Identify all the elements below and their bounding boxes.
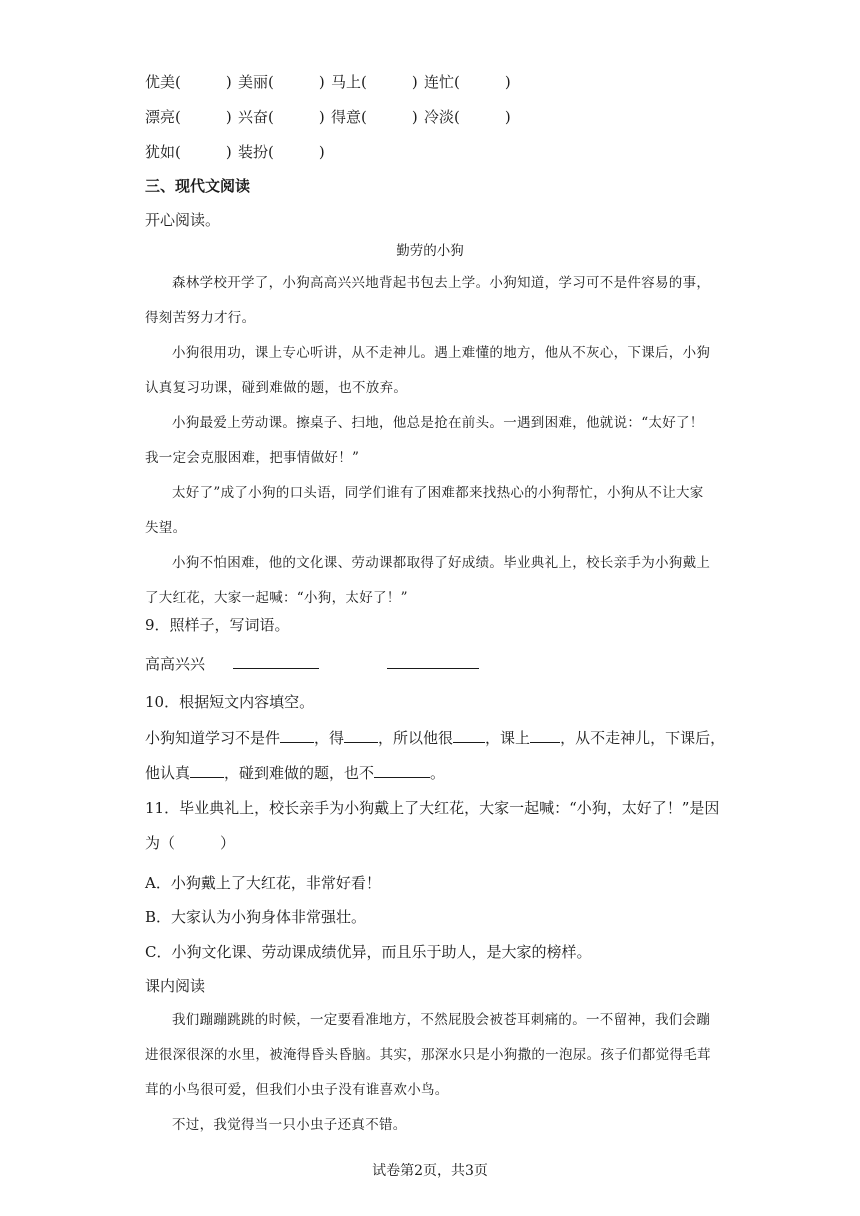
option-b[interactable]: B．大家认为小狗身体非常强壮。 [145, 908, 367, 926]
q10-blank[interactable] [530, 728, 560, 743]
word-item: 美丽( ) [238, 73, 325, 91]
q10-blank[interactable] [190, 763, 224, 778]
q9-blank-2[interactable] [387, 654, 479, 669]
word-item: 得意( ) [331, 108, 418, 126]
question-10: 10．根据短文内容填空。 [145, 693, 315, 711]
word-item: 犹如( ) [145, 143, 232, 161]
q10-blank[interactable] [453, 728, 485, 743]
option-a[interactable]: A．小狗戴上了大红花，非常好看！ [145, 874, 381, 892]
q10-text: ，课上 [485, 729, 531, 747]
word-item: 马上( ) [331, 73, 418, 91]
q10-blank[interactable] [374, 763, 430, 778]
q10-blank[interactable] [344, 728, 378, 743]
word-row-2 [145, 107, 517, 127]
q10-line-1 [145, 728, 725, 748]
word-row-3 [145, 142, 331, 162]
q10-text: 。 [430, 764, 446, 782]
q10-text: 小狗知道学习不是件 [145, 729, 281, 747]
story-paragraph: 森林学校开学了，小狗高高兴兴地背起书包去上学。小狗知道，学习可不是件容易的事，得刻苦努力才行。 [145, 275, 711, 326]
q9-example: 高高兴兴 [145, 655, 206, 673]
story-paragraph: 太好了”成了小狗的口头语，同学们谁有了困难都来找热心的小狗帮忙，小狗从不让大家失望。 [145, 485, 704, 536]
q10-text: 他认真 [145, 764, 191, 782]
word-item: 优美( ) [145, 73, 232, 91]
q10-text: ，碰到难做的题，也不 [224, 764, 375, 782]
option-c[interactable]: C．小狗文化课、劳动课成绩优异，而且乐于助人，是大家的榜样。 [145, 943, 592, 961]
q10-blank[interactable] [280, 728, 314, 743]
story-title: 勤劳的小狗 [396, 243, 464, 259]
question-11: 11．毕业典礼上，校长亲手为小狗戴上了大红花，大家一起喊：“小狗，太好了！”是因 [145, 799, 720, 817]
word-item: 漂亮( ) [145, 108, 232, 126]
q9-blank-1[interactable] [233, 654, 319, 669]
reading-intro: 开心阅读。 [145, 211, 221, 229]
word-item: 装扮( ) [238, 143, 325, 161]
q10-text: ，得 [314, 729, 345, 747]
word-item: 连忙( ) [424, 73, 511, 91]
page-footer: 试卷第2页，共3页 [372, 1163, 488, 1179]
q10-text: ，所以他很 [378, 729, 454, 747]
q9-answer-row [145, 654, 479, 674]
q10-text: ，从不走神儿，下课后， [560, 729, 726, 747]
story-paragraph: 小狗不怕困难，他的文化课、劳动课都取得了好成绩。毕业典礼上，校长亲手为小狗戴上了大红花，大家一起喊：“小狗，太好了！” [145, 555, 711, 606]
reading-paragraph: 我们蹦蹦跳跳的时候，一定要看准地方，不然屁股会被苍耳刺痛的。一不留神，我们会蹦进很深很深的水里，被淹得昏头昏脑。其实，那深水只是小狗撒的一泡尿。孩子们都觉得毛茸茸的小鸟很可爱，但我们小虫子没有谁喜欢小鸟。 [145, 1012, 711, 1098]
story-paragraph: 小狗最爱上劳动课。擦桌子、扫地，他总是抢在前头。一遇到困难，他就说：“太好了！我一定会克服困难，把事情做好！” [145, 415, 704, 466]
q10-line-2 [145, 763, 445, 783]
reading-label: 课内阅读 [145, 977, 206, 995]
section-heading: 三、现代文阅读 [145, 177, 251, 195]
word-item: 冷淡( ) [424, 108, 511, 126]
question-11-cont: 为（ ） [145, 834, 236, 852]
word-row-1 [145, 72, 517, 92]
question-9: 9．照样子，写词语。 [145, 616, 290, 634]
reading-paragraph: 不过，我觉得当一只小虫子还真不错。 [172, 1117, 407, 1133]
word-item: 兴奋( ) [238, 108, 325, 126]
story-paragraph: 小狗很用功，课上专心听讲，从不走神儿。遇上难懂的地方，他从不灰心，下课后，小狗认真复习功课，碰到难做的题，也不放弃。 [145, 345, 711, 396]
